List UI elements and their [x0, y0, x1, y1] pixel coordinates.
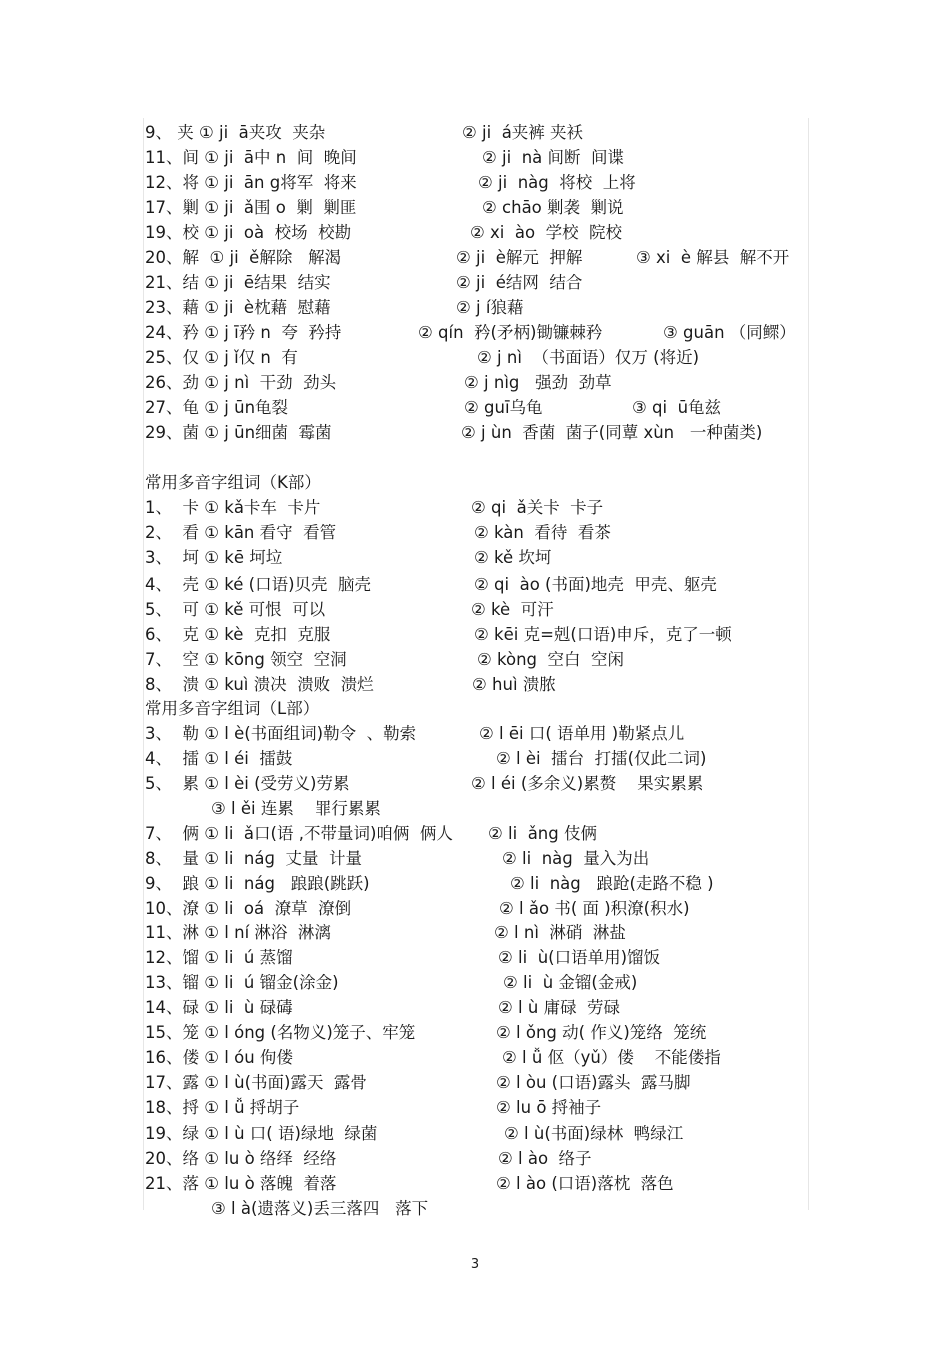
entry-col1: 11、间 ① ji ā中 n 间 晚间: [145, 148, 357, 167]
entry-col1: 12、馏 ① li ú 蒸馏: [145, 948, 293, 967]
entry-col1: 17、剿 ① ji ǎ围 o 剿 剿匪: [145, 198, 357, 217]
entry-col1: 常用多音字组词（K部）: [145, 473, 321, 492]
entry-col1: 13、镏 ① li ú 镏金(涂金): [145, 973, 339, 992]
entry-col2: ② ji nà 间断 间谍: [482, 148, 624, 167]
entry-col1: 27、龟 ① j ūn龟裂: [145, 398, 289, 417]
entry-col1: 17、露 ① l ù(书面)露天 露骨: [145, 1073, 367, 1092]
entry-col2: ② li ù 金镏(金戒): [503, 973, 638, 992]
entry-col2: ② j ùn 香菌 菌子(同蕈 xùn 一种菌类): [461, 423, 763, 442]
entry-col1: 25、仅 ① j ǐ仅 n 有: [145, 348, 298, 367]
entry-col2: ② huì 溃脓: [472, 675, 556, 694]
entry-col1: 26、劲 ① j nì 干劲 劲头: [145, 373, 337, 392]
frame-left-line: [143, 118, 144, 1210]
entry-col2: ② l ù 庸碌 劳碌: [498, 998, 621, 1017]
entry-col2: ② l éi (多余义)累赘 果实累累: [471, 774, 704, 793]
entry-col2: ② ji é结网 结合: [456, 273, 583, 292]
entry-col2: ② kě 坎坷: [474, 548, 552, 567]
entry-col2: ② kàn 看待 看茶: [474, 523, 611, 542]
entry-col1: 21、结 ① ji ē结果 结实: [145, 273, 331, 292]
entry-col1: 8、 溃 ① kuì 溃决 溃败 溃烂: [145, 675, 374, 694]
entry-col1: 5、 可 ① kě 可恨 可以: [145, 600, 326, 619]
entry-col3: ③ guān （同鳏）: [663, 323, 796, 342]
entry-col1: 10、潦 ① li oá 潦草 潦倒: [145, 899, 352, 918]
entry-col1: 12、将 ① ji ān g将军 将来: [145, 173, 357, 192]
entry-col2: ② j í狼藉: [456, 298, 524, 317]
entry-col1: 20、络 ① lu ò 络绎 经络: [145, 1149, 337, 1168]
entry-col2: ② lu ō 捋袖子: [496, 1098, 602, 1117]
entry-col2: ② l nì 淋硝 淋盐: [494, 923, 626, 942]
entry-col2: ② l ǒng 动( 作义)笼络 笼统: [496, 1023, 707, 1042]
entry-col3: ③ qi ū龟兹: [632, 398, 722, 417]
entry-col2: ② l èi 擂台 打擂(仅此二词): [496, 749, 707, 768]
entry-col2: ② l ēi 口( 语单用 )勒紧点儿: [479, 724, 685, 743]
entry-col1: 2、 看 ① kān 看守 看管: [145, 523, 337, 542]
entry-col2: ② kēi 克=剋(口语)申斥，克了一顿: [474, 625, 732, 644]
entry-col2: ② ji è解元 押解: [456, 248, 583, 267]
entry-col2: ② l ǎo 书( 面 )积潦(积水): [499, 899, 690, 918]
entry-col1: 21、落 ① lu ò 落魄 着落: [145, 1174, 337, 1193]
entry-col1: 11、淋 ① l ní 淋浴 淋漓: [145, 923, 331, 942]
entry-col1: 9、 夹 ① ji ā夹攻 夹杂: [145, 123, 326, 142]
entry-col2: ② l ù(书面)绿林 鸭绿江: [504, 1124, 684, 1143]
entry-col1: 4、 壳 ① ké (口语)贝壳 脑壳: [145, 575, 371, 594]
entry-col1: 9、 踉 ① li nág 踉踉(跳跃): [145, 874, 370, 893]
entry-col2: ② ji nàg 将校 上将: [478, 173, 636, 192]
entry-col1: 18、捋 ① l ǚ 捋胡子: [145, 1098, 300, 1117]
entry-col1: 16、偻 ① l óu 佝偻: [145, 1048, 293, 1067]
entry-col1: 23、藉 ① ji è枕藉 慰藉: [145, 298, 331, 317]
entry-col2: ② li ǎng 伎俩: [488, 824, 597, 843]
entry-col1: ③ l ěi 连累 罪行累累: [211, 799, 381, 818]
entry-col1: 24、矜 ① j ī矜 n 夸 矜持: [145, 323, 342, 342]
entry-col1: 19、绿 ① l ù 口( 语)绿地 绿菌: [145, 1124, 378, 1143]
entry-col2: ② li nàg 踉跄(走路不稳 ): [510, 874, 714, 893]
entry-col2: ② ji á夹裤 夹袄: [462, 123, 584, 142]
entry-col2: ② l ào (口语)落枕 落色: [496, 1174, 674, 1193]
entry-col2: ② l òu (口语)露头 露马脚: [496, 1073, 691, 1092]
entry-col2: ② kòng 空白 空闲: [477, 650, 625, 669]
entry-col1: 14、碌 ① li ù 碌碡: [145, 998, 293, 1017]
entry-col1: 5、 累 ① l èi (受劳义)劳累: [145, 774, 350, 793]
entry-col1: 4、 擂 ① l éi 擂鼓: [145, 749, 293, 768]
entry-col2: ② guī乌龟: [464, 398, 543, 417]
entry-col2: ② li nàɡ 量入为出: [502, 849, 650, 868]
entry-col1: 19、校 ① ji oà 校场 校勘: [145, 223, 352, 242]
entry-col1: 6、 克 ① kè 克扣 克服: [145, 625, 331, 644]
entry-col2: ② l ào 络子: [498, 1149, 592, 1168]
entry-col2: ② j nìg 强劲 劲草: [464, 373, 612, 392]
entry-col2: ② kè 可汗: [471, 600, 554, 619]
entry-col2: ② qi ǎ关卡 卡子: [471, 498, 604, 517]
entry-col2: ② qín 矜(矛柄)锄镰棘矜: [418, 323, 603, 342]
page-number: 3: [470, 1257, 480, 1272]
entry-col2: ② li ù(口语单用)馏饭: [498, 948, 661, 967]
entry-col1: 20、解 ① ji ě解除 解渴: [145, 248, 342, 267]
entry-col1: 3、 坷 ① kē 坷垃: [145, 548, 283, 567]
entry-col3: ③ xi è 解县 解不开: [636, 248, 790, 267]
frame-right-line: [808, 118, 809, 1210]
entry-col1: ③ l à(遗落义)丢三落四 落下: [211, 1199, 429, 1218]
entry-col1: 1、 卡 ① kǎ卡车 卡片: [145, 498, 321, 517]
entry-col2: ② xi ào 学校 院校: [470, 223, 623, 242]
entry-col2: ② l ǚ 伛（yǔ）偻 不能偻指: [502, 1048, 721, 1067]
entry-col1: 8、 量 ① li náɡ 丈量 计量: [145, 849, 362, 868]
entry-col2: ② qi ào (书面)地壳 甲壳、躯壳: [474, 575, 717, 594]
entry-col1: 29、菌 ① j ūn细菌 霉菌: [145, 423, 332, 442]
entry-col1: 7、 俩 ① li ǎ口(语 ,不带量词)咱俩 俩人: [145, 824, 453, 843]
entry-col1: 15、笼 ① l óng (名物义)笼子、牢笼: [145, 1023, 416, 1042]
entry-col1: 3、 勒 ① l è(书面组词)勒令 、勒索: [145, 724, 417, 743]
entry-col1: 7、 空 ① kōng 领空 空洞: [145, 650, 347, 669]
entry-col2: ② j nì （书面语）仅万 (将近): [477, 348, 700, 367]
entry-col2: ② chāo 剿袭 剿说: [482, 198, 624, 217]
entry-col1: 常用多音字组词（L部）: [145, 699, 320, 718]
